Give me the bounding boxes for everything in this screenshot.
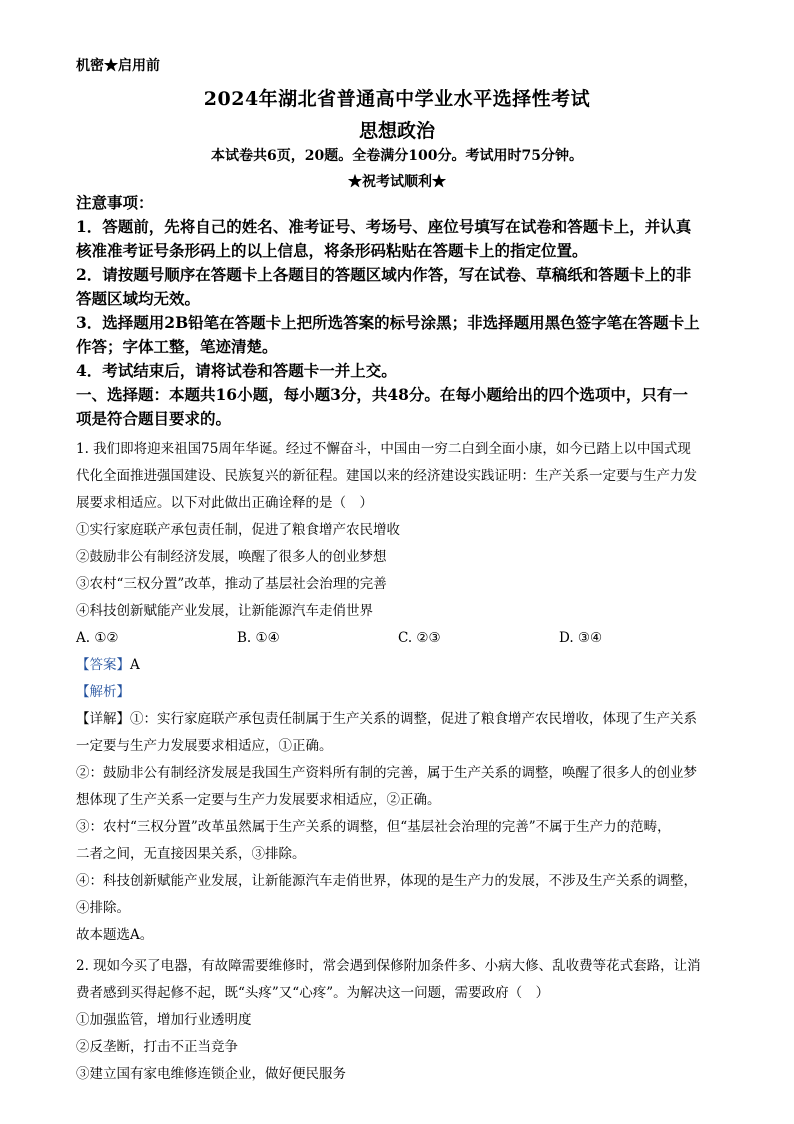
- question-stem-line: 展要求相适应。以下对此做出正确诠释的是（ ）: [76, 495, 373, 511]
- analysis-tag: 【解析】: [76, 684, 130, 700]
- detail-line: 一定要与生产力发展要求相适应，①正确。: [76, 738, 333, 754]
- exam-wish: ★祝考试顺利★: [348, 174, 446, 190]
- detail-line: ④排除。: [76, 900, 130, 916]
- statement-item: ④科技创新赋能产业发展，让新能源汽车走俏世界: [76, 603, 373, 619]
- note-line: 4．考试结束后，请将试卷和答题卡一并上交。: [76, 361, 397, 380]
- statement-item: ③建立国有家电维修连锁企业，做好便民服务: [76, 1066, 346, 1082]
- detail-line: ④：科技创新赋能产业发展，让新能源汽车走俏世界，体现的是生产力的发展，不涉及生产关系的调整，: [76, 873, 697, 889]
- note-line: 作答；字体工整，笔迹清楚。: [76, 337, 278, 356]
- section-heading-cont: 项是符合题目要求的。: [76, 409, 232, 428]
- exam-info: 本试卷共6页，20题。全卷满分100分。考试用时75分钟。: [211, 148, 583, 164]
- detail-text: ①：实行家庭联产承包责任制属于生产关系的调整，促进了粮食增产农民增收，体现了生产关系: [130, 711, 697, 727]
- question-stem-line: 代化全面推进强国建设、民族复兴的新征程。建国以来的经济建设实践证明：生产关系一定要与生产力发: [76, 468, 697, 484]
- detail-line: ③：农村“三权分置”改革虽然属于生产关系的调整，但“基层社会治理的完善”不属于生产力的范畴，: [76, 819, 671, 835]
- notes-section: [76, 191, 720, 431]
- question-stem-line: 2. 现如今买了电器，有故障需要维修时，常会遇到保修附加条件多、小病大修、乱收费等花式套路，让消: [76, 958, 701, 974]
- question-stem-line: 1. 我们即将迎来祖国75周年华诞。经过不懈奋斗，中国由一穷二白到全面小康，如今已踏上以中国式现: [76, 441, 691, 457]
- note-line: 1．答题前，先将自己的姓名、准考证号、考场号、座位号填写在试卷和答题卡上，并认真: [76, 217, 692, 236]
- question-stem-line: 费者感到买得起修不起，既“头疼”又“心疼”。为解决这一问题，需要政府（ ）: [76, 985, 550, 1001]
- note-line: 2．请按题号顺序在答题卡上各题目的答题区域内作答，写在试卷、草稿纸和答题卡上的非: [76, 265, 692, 284]
- answer-line: [76, 652, 720, 679]
- note-line: 答题区域均无效。: [76, 289, 201, 308]
- question-1: [76, 436, 720, 949]
- question-2: [76, 953, 720, 1088]
- statement-item: ②鼓励非公有制经济发展，唤醒了很多人的创业梦想: [76, 549, 387, 565]
- answer-tag: 【答案】: [76, 657, 130, 673]
- option-b: B. ①④: [237, 630, 280, 646]
- detail-line: 想体现了生产关系一定要与生产力发展要求相适应，②正确。: [76, 792, 441, 808]
- notes-heading: 注意事项：: [76, 193, 154, 212]
- exam-title: 2024年湖北省普通高中学业水平选择性考试: [203, 88, 591, 110]
- detail-line: 二者之间，无直接因果关系，③排除。: [76, 846, 306, 862]
- note-line: 3．选择题用2B铅笔在答题卡上把所选答案的标号涂黑；非选择题用黑色签字笔在答题卡上: [76, 313, 700, 332]
- option-a: A. ①②: [76, 630, 119, 646]
- answer-value: A: [130, 657, 140, 673]
- statement-item: ③农村“三权分置”改革，推动了基层社会治理的完善: [76, 576, 387, 592]
- statement-item: ①实行家庭联产承包责任制，促进了粮食增产农民增收: [76, 522, 400, 538]
- option-d: D. ③④: [559, 630, 603, 646]
- option-c: C. ②③: [398, 630, 441, 646]
- statement-item: ②反垄断，打击不正当竞争: [76, 1039, 238, 1055]
- detail-tag: 【详解】: [76, 711, 130, 727]
- subject-title: 思想政治: [358, 120, 435, 142]
- answer-options: [76, 625, 720, 652]
- statement-item: ①加强监管，增加行业透明度: [76, 1012, 252, 1028]
- detail-line: ②：鼓励非公有制经济发展是我国生产资料所有制的完善，属于生产关系的调整，唤醒了很多人的创业梦: [76, 765, 697, 781]
- conclusion-line: 故本题选A。: [76, 927, 154, 943]
- section-heading: 一、选择题：本题共16小题，每小题3分，共48分。在每小题给出的四个选项中，只有一: [76, 385, 688, 404]
- detail-line: [76, 706, 720, 733]
- note-line: 核准准考证号条形码上的以上信息，将条形码粘贴在答题卡上的指定位置。: [76, 241, 588, 260]
- confidential-label: 机密★启用前: [76, 58, 160, 74]
